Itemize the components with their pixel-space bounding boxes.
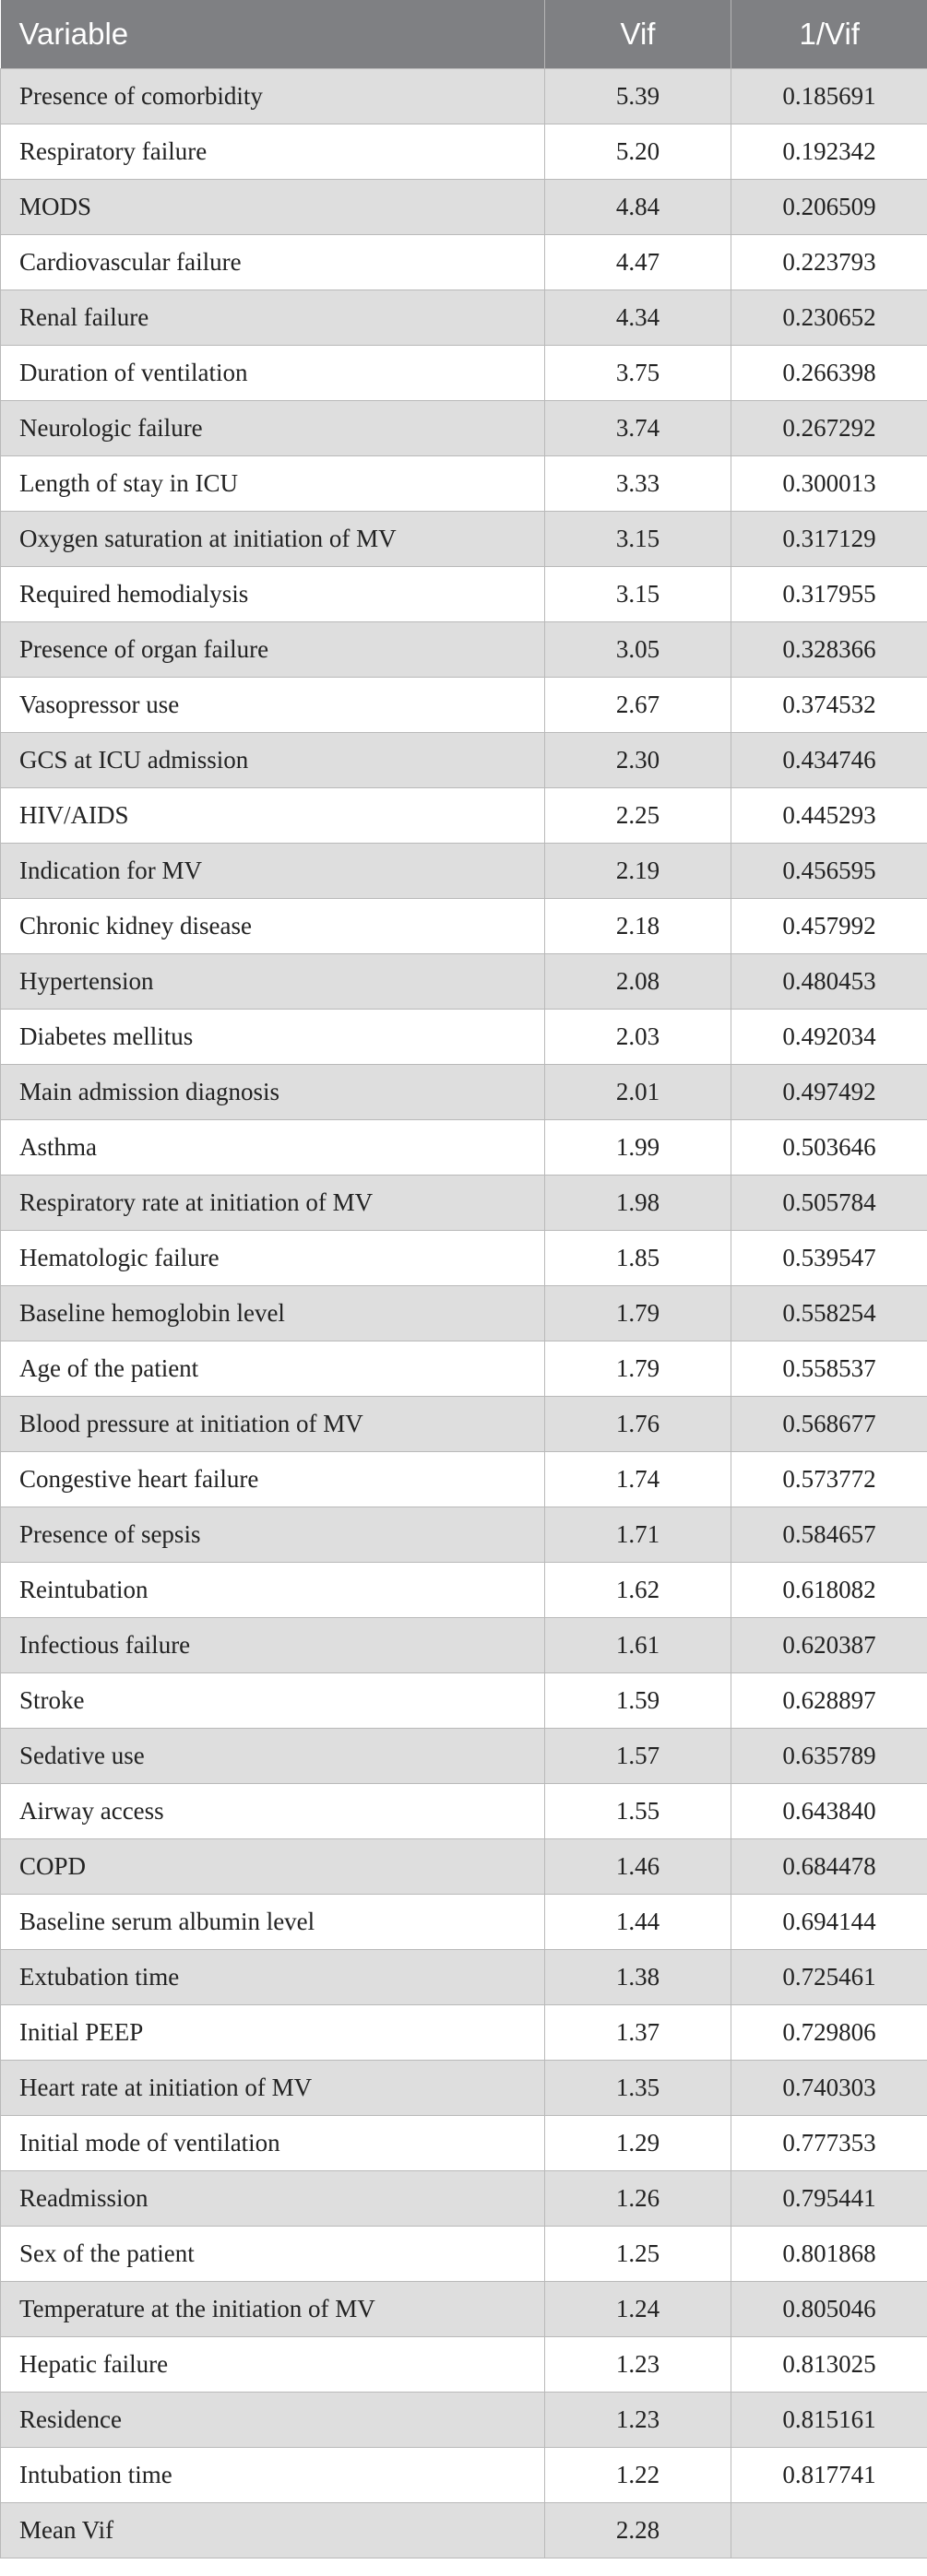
- table-row: [1, 455, 927, 511]
- table-row: [1, 732, 927, 787]
- cell-inverse-vif: 0.267292: [731, 400, 927, 455]
- cell-variable: Respiratory failure: [1, 124, 545, 179]
- cell-vif: 3.05: [545, 621, 731, 677]
- cell-inverse-vif: 0.497492: [731, 1064, 927, 1119]
- table-row: [1, 124, 927, 179]
- table-row: [1, 2170, 927, 2226]
- cell-vif: 2.01: [545, 1064, 731, 1119]
- cell-variable: Respiratory rate at initiation of MV: [1, 1175, 545, 1230]
- table-row: [1, 2502, 927, 2558]
- cell-vif: 2.08: [545, 953, 731, 1009]
- table-row: [1, 2226, 927, 2281]
- table-row: [1, 1728, 927, 1783]
- table-row: [1, 234, 927, 290]
- cell-inverse-vif: 0.568677: [731, 1396, 927, 1451]
- cell-vif: 2.25: [545, 787, 731, 843]
- cell-variable: Diabetes mellitus: [1, 1009, 545, 1064]
- cell-vif: 5.20: [545, 124, 731, 179]
- cell-variable: Reintubation: [1, 1562, 545, 1617]
- cell-inverse-vif: 0.815161: [731, 2392, 927, 2447]
- table-row: [1, 843, 927, 898]
- table-row: [1, 1396, 927, 1451]
- cell-vif: 3.33: [545, 455, 731, 511]
- cell-inverse-vif: 0.492034: [731, 1009, 927, 1064]
- cell-inverse-vif: 0.725461: [731, 1949, 927, 2004]
- table-row: [1, 1230, 927, 1285]
- cell-inverse-vif: 0.777353: [731, 2115, 927, 2170]
- cell-variable: Heart rate at initiation of MV: [1, 2060, 545, 2115]
- cell-variable: Baseline hemoglobin level: [1, 1285, 545, 1341]
- table-row: [1, 2336, 927, 2392]
- cell-inverse-vif: 0.620387: [731, 1617, 927, 1672]
- table-row: [1, 898, 927, 953]
- cell-vif: 2.67: [545, 677, 731, 732]
- cell-inverse-vif: 0.328366: [731, 621, 927, 677]
- cell-vif: 1.79: [545, 1285, 731, 1341]
- cell-inverse-vif: 0.729806: [731, 2004, 927, 2060]
- header-variable: Variable: [1, 0, 545, 68]
- table-row: [1, 1838, 927, 1894]
- cell-vif: 1.71: [545, 1507, 731, 1562]
- cell-variable: Stroke: [1, 1672, 545, 1728]
- table-row: [1, 1507, 927, 1562]
- cell-vif: 1.76: [545, 1396, 731, 1451]
- cell-vif: 2.03: [545, 1009, 731, 1064]
- cell-inverse-vif: 0.584657: [731, 1507, 927, 1562]
- cell-inverse-vif: 0.317129: [731, 511, 927, 566]
- cell-vif: 2.18: [545, 898, 731, 953]
- cell-variable: Extubation time: [1, 1949, 545, 2004]
- cell-variable: Required hemodialysis: [1, 566, 545, 621]
- cell-inverse-vif: 0.434746: [731, 732, 927, 787]
- cell-vif: 2.19: [545, 843, 731, 898]
- cell-variable: Airway access: [1, 1783, 545, 1838]
- cell-variable: Age of the patient: [1, 1341, 545, 1396]
- table-row: [1, 345, 927, 400]
- table-row: [1, 1064, 927, 1119]
- cell-inverse-vif: 0.457992: [731, 898, 927, 953]
- cell-variable: Congestive heart failure: [1, 1451, 545, 1507]
- table-row: [1, 566, 927, 621]
- cell-variable: Vasopressor use: [1, 677, 545, 732]
- cell-inverse-vif: 0.635789: [731, 1728, 927, 1783]
- cell-vif: 1.26: [545, 2170, 731, 2226]
- cell-vif: 1.35: [545, 2060, 731, 2115]
- cell-inverse-vif: 0.374532: [731, 677, 927, 732]
- cell-variable: Chronic kidney disease: [1, 898, 545, 953]
- cell-inverse-vif: 0.503646: [731, 1119, 927, 1175]
- header-vif: Vif: [545, 0, 731, 68]
- table-header-row: [1, 0, 927, 68]
- cell-inverse-vif: 0.539547: [731, 1230, 927, 1285]
- cell-variable: GCS at ICU admission: [1, 732, 545, 787]
- table-row: [1, 2004, 927, 2060]
- cell-inverse-vif: 0.230652: [731, 290, 927, 345]
- table-row: [1, 68, 927, 124]
- cell-variable: Initial mode of ventilation: [1, 2115, 545, 2170]
- cell-variable: Blood pressure at initiation of MV: [1, 1396, 545, 1451]
- cell-variable: Presence of sepsis: [1, 1507, 545, 1562]
- table-row: [1, 1672, 927, 1728]
- cell-inverse-vif: 0.573772: [731, 1451, 927, 1507]
- table-row: [1, 179, 927, 234]
- cell-vif: 1.85: [545, 1230, 731, 1285]
- cell-inverse-vif: 0.300013: [731, 455, 927, 511]
- cell-variable: Intubation time: [1, 2447, 545, 2502]
- cell-vif: 1.98: [545, 1175, 731, 1230]
- cell-variable: HIV/AIDS: [1, 787, 545, 843]
- cell-inverse-vif: [731, 2502, 927, 2558]
- cell-variable: Sex of the patient: [1, 2226, 545, 2281]
- cell-variable: Infectious failure: [1, 1617, 545, 1672]
- cell-vif: 1.38: [545, 1949, 731, 2004]
- cell-inverse-vif: 0.456595: [731, 843, 927, 898]
- cell-inverse-vif: 0.185691: [731, 68, 927, 124]
- cell-inverse-vif: 0.805046: [731, 2281, 927, 2336]
- cell-vif: 1.74: [545, 1451, 731, 1507]
- cell-variable: Main admission diagnosis: [1, 1064, 545, 1119]
- cell-variable: Neurologic failure: [1, 400, 545, 455]
- table-row: [1, 1783, 927, 1838]
- cell-inverse-vif: 0.801868: [731, 2226, 927, 2281]
- cell-variable: Presence of organ failure: [1, 621, 545, 677]
- cell-inverse-vif: 0.480453: [731, 953, 927, 1009]
- table-row: [1, 1009, 927, 1064]
- cell-vif: 5.39: [545, 68, 731, 124]
- table-row: [1, 787, 927, 843]
- table-row: [1, 1949, 927, 2004]
- cell-vif: 1.37: [545, 2004, 731, 2060]
- table-row: [1, 953, 927, 1009]
- cell-vif: 1.57: [545, 1728, 731, 1783]
- cell-inverse-vif: 0.317955: [731, 566, 927, 621]
- cell-inverse-vif: 0.643840: [731, 1783, 927, 1838]
- cell-vif: 1.59: [545, 1672, 731, 1728]
- cell-vif: 1.44: [545, 1894, 731, 1949]
- cell-vif: 1.24: [545, 2281, 731, 2336]
- cell-variable: Presence of comorbidity: [1, 68, 545, 124]
- table-row: [1, 1119, 927, 1175]
- cell-variable: Length of stay in ICU: [1, 455, 545, 511]
- table-row: [1, 2447, 927, 2502]
- table-row: [1, 1451, 927, 1507]
- cell-inverse-vif: 0.795441: [731, 2170, 927, 2226]
- table-row: [1, 1562, 927, 1617]
- table-row: [1, 2115, 927, 2170]
- cell-inverse-vif: 0.740303: [731, 2060, 927, 2115]
- table-row: [1, 290, 927, 345]
- cell-vif: 3.15: [545, 511, 731, 566]
- cell-vif: 2.28: [545, 2502, 731, 2558]
- cell-inverse-vif: 0.684478: [731, 1838, 927, 1894]
- cell-inverse-vif: 0.558254: [731, 1285, 927, 1341]
- cell-vif: 3.15: [545, 566, 731, 621]
- cell-vif: 4.47: [545, 234, 731, 290]
- table-row: [1, 1175, 927, 1230]
- table-row: [1, 621, 927, 677]
- cell-vif: 1.23: [545, 2336, 731, 2392]
- cell-vif: 1.29: [545, 2115, 731, 2170]
- cell-variable: Asthma: [1, 1119, 545, 1175]
- cell-variable: Duration of ventilation: [1, 345, 545, 400]
- cell-inverse-vif: 0.206509: [731, 179, 927, 234]
- cell-vif: 1.23: [545, 2392, 731, 2447]
- cell-vif: 1.99: [545, 1119, 731, 1175]
- cell-vif: 3.75: [545, 345, 731, 400]
- table-row: [1, 1894, 927, 1949]
- cell-vif: 4.84: [545, 179, 731, 234]
- table-row: [1, 1285, 927, 1341]
- cell-vif: 1.62: [545, 1562, 731, 1617]
- header-inverse-vif: 1/Vif: [799, 16, 860, 51]
- cell-inverse-vif: 0.817741: [731, 2447, 927, 2502]
- cell-inverse-vif: 0.445293: [731, 787, 927, 843]
- cell-variable: Temperature at the initiation of MV: [1, 2281, 545, 2336]
- cell-inverse-vif: 0.813025: [731, 2336, 927, 2392]
- cell-variable: MODS: [1, 179, 545, 234]
- cell-inverse-vif: 0.558537: [731, 1341, 927, 1396]
- cell-vif: 3.74: [545, 400, 731, 455]
- table-row: [1, 400, 927, 455]
- cell-variable: Hypertension: [1, 953, 545, 1009]
- cell-vif: 4.34: [545, 290, 731, 345]
- cell-variable: Mean Vif: [1, 2502, 545, 2558]
- table-row: [1, 677, 927, 732]
- cell-inverse-vif: 0.505784: [731, 1175, 927, 1230]
- table-row: [1, 2060, 927, 2115]
- cell-variable: Cardiovascular failure: [1, 234, 545, 290]
- cell-inverse-vif: 0.694144: [731, 1894, 927, 1949]
- cell-inverse-vif: 0.618082: [731, 1562, 927, 1617]
- cell-variable: Oxygen saturation at initiation of MV: [1, 511, 545, 566]
- table-row: [1, 511, 927, 566]
- cell-vif: 2.30: [545, 732, 731, 787]
- cell-inverse-vif: 0.192342: [731, 124, 927, 179]
- table-row: [1, 1341, 927, 1396]
- cell-variable: Sedative use: [1, 1728, 545, 1783]
- table-row: [1, 2281, 927, 2336]
- cell-variable: Hepatic failure: [1, 2336, 545, 2392]
- cell-inverse-vif: 0.266398: [731, 345, 927, 400]
- cell-variable: COPD: [1, 1838, 545, 1894]
- table-row: [1, 1617, 927, 1672]
- cell-vif: 1.55: [545, 1783, 731, 1838]
- cell-variable: Renal failure: [1, 290, 545, 345]
- cell-variable: Baseline serum albumin level: [1, 1894, 545, 1949]
- cell-vif: 1.25: [545, 2226, 731, 2281]
- cell-inverse-vif: 0.628897: [731, 1672, 927, 1728]
- table-body: [1, 68, 927, 2558]
- cell-variable: Residence: [1, 2392, 545, 2447]
- cell-variable: Indication for MV: [1, 843, 545, 898]
- table-row: [1, 2392, 927, 2447]
- cell-variable: Initial PEEP: [1, 2004, 545, 2060]
- cell-vif: 1.79: [545, 1341, 731, 1396]
- cell-vif: 1.61: [545, 1617, 731, 1672]
- cell-vif: 1.46: [545, 1838, 731, 1894]
- cell-variable: Readmission: [1, 2170, 545, 2226]
- cell-inverse-vif: 0.223793: [731, 234, 927, 290]
- cell-vif: 1.22: [545, 2447, 731, 2502]
- cell-variable: Hematologic failure: [1, 1230, 545, 1285]
